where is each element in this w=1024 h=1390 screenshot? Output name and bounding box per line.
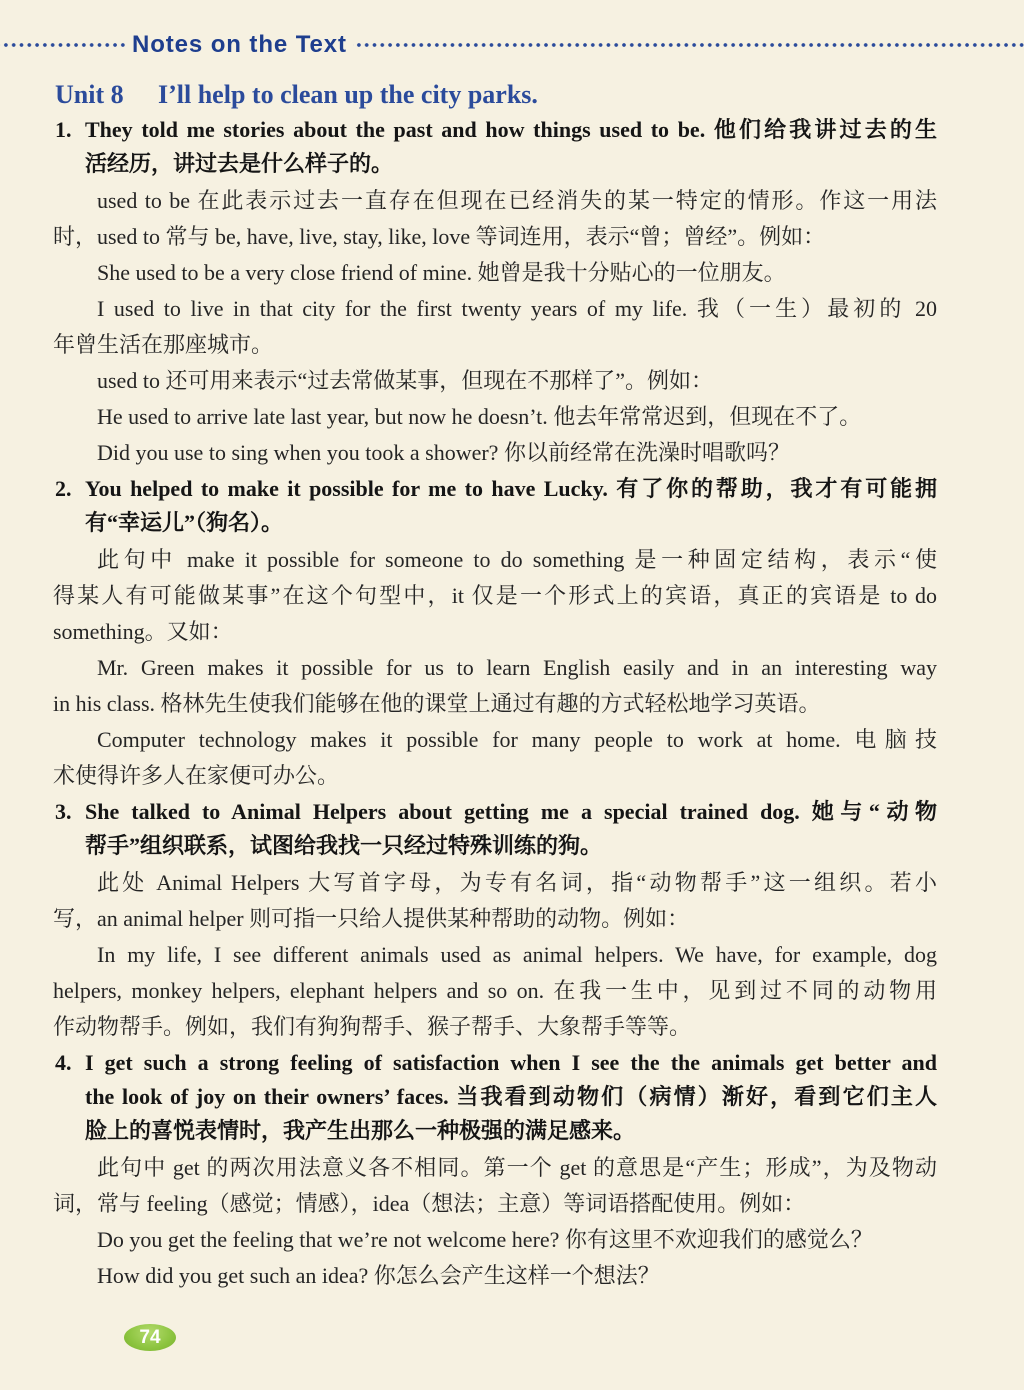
paragraph-line: 此句中 get 的两次用法意义各不相同。第一个 get 的意思是“产生；形成”，为及物动: [97, 1155, 937, 1180]
paragraph-line: She used to be a very close friend of mine. 她曾是我十分贴心的一位朋友。: [97, 260, 786, 285]
paragraph-line: He used to arrive late last year, but now he doesn’t. 他去年常常迟到，但现在不了。: [97, 404, 862, 429]
paragraph-line: helpers, monkey helpers, elephant helpers and so on. 在我一生中，见到过不同的动物用: [53, 978, 937, 1003]
explanation-paragraph: [53, 865, 937, 937]
paragraph-line: 时，used to 常与 be, have, live, stay, like, love 等词连用，表示“曾；曾经”。例如：: [53, 224, 826, 249]
example-sentence: [53, 255, 937, 291]
paragraph-line: used to 还可用来表示“过去常做某事，但现在不那样了”。例如：: [97, 368, 713, 393]
unit-heading: [55, 78, 538, 112]
note-item: [53, 472, 937, 794]
paragraph-line: in his class. 格林先生使我们能够在他的课堂上通过有趣的方式轻松地学习英语。: [53, 691, 821, 716]
paragraph-line: 此处 Animal Helpers 大写首字母，为专有名词，指“动物帮手”这一组织。若小: [97, 870, 937, 895]
paragraph-line: Did you use to sing when you took a shower? 你以前经常在洗澡时唱歌吗？: [97, 440, 790, 465]
example-sentence: [53, 650, 937, 722]
example-sentence: [53, 722, 937, 794]
note-heading: [53, 113, 937, 181]
paragraph-line: Computer technology makes it possible for many people to work at home. 电脑技: [97, 727, 937, 752]
note-item: [53, 113, 937, 471]
paragraph-line: something。又如：: [53, 619, 233, 644]
paragraph-line: 得某人有可能做某事”在这个句型中，it 仅是一个形式上的宾语，真正的宾语是 to do: [53, 583, 937, 608]
heading-line: They told me stories about the past and how things used to be. 他们给我讲过去的生: [85, 117, 937, 142]
note-item: [53, 1046, 937, 1294]
heading-line: She talked to Animal Helpers about getting me a special trained dog. 她与“动物: [85, 799, 937, 824]
unit-label: Unit 8: [55, 80, 124, 109]
paragraph-line: 年曾生活在那座城市。: [53, 332, 274, 357]
note-number: 4.: [55, 1050, 72, 1075]
example-sentence: [53, 399, 937, 435]
heading-line: You helped to make it possible for me to have Lucky. 有了你的帮助，我才有可能拥: [85, 476, 937, 501]
explanation-paragraph: [53, 1150, 937, 1222]
paragraph-line: used to be 在此表示过去一直存在但现在已经消失的某一特定的情形。作这一用法: [97, 188, 937, 213]
paragraph-line: 此句中 make it possible for someone to do something 是一种固定结构，表示“使: [97, 547, 937, 572]
example-sentence: [53, 937, 937, 1045]
explanation-paragraph: [53, 183, 937, 255]
paragraph-line: 词，常与 feeling（感觉；情感），idea（想法；主意）等词语搭配使用。例如：: [53, 1191, 806, 1216]
dotted-rule-left: [0, 41, 128, 49]
paragraph-line: 术使得许多人在家便可办公。: [53, 763, 340, 788]
note-heading: [53, 1046, 937, 1148]
heading-line: the look of joy on their owners’ faces. 当我看到动物们（病情）渐好，看到它们主人: [85, 1084, 937, 1109]
note-item: [53, 795, 937, 1045]
example-sentence: [53, 1222, 937, 1258]
heading-line: 脸上的喜悦表情时，我产生出那么一种极强的满足感来。: [85, 1118, 636, 1143]
note-number: 1.: [55, 117, 72, 142]
explanation-paragraph: [53, 542, 937, 650]
note-heading: [53, 472, 937, 540]
paragraph-line: 写，an animal helper 则可指一只给人提供某种帮助的动物。例如：: [53, 906, 690, 931]
paragraph-line: Mr. Green makes it possible for us to learn English easily and in an interesting way: [97, 655, 937, 680]
note-heading: [53, 795, 937, 863]
heading-line: I get such a strong feeling of satisfaction when I see the the animals get better and: [85, 1050, 937, 1075]
example-sentence: [53, 435, 937, 471]
example-sentence: [53, 1258, 937, 1294]
explanation-paragraph: [53, 363, 937, 399]
dotted-rule-right: [353, 41, 1024, 49]
unit-title: I’ll help to clean up the city parks.: [158, 80, 538, 109]
notes-header: [0, 32, 1024, 58]
paragraph-line: In my life, I see different animals used as animal helpers. We have, for example, dog: [97, 942, 937, 967]
note-number: 3.: [55, 799, 72, 824]
heading-line: 有“幸运儿”（狗名）。: [85, 510, 284, 535]
example-sentence: [53, 291, 937, 363]
paragraph-line: I used to live in that city for the first twenty years of my life. 我（一生）最初的 20: [97, 296, 937, 321]
section-title: Notes on the Text: [132, 31, 347, 58]
paragraph-line: Do you get the feeling that we’re not welcome here? 你有这里不欢迎我们的感觉么？: [97, 1227, 873, 1252]
page-number-badge: 74: [124, 1324, 176, 1351]
paragraph-line: 作动物帮手。例如，我们有狗狗帮手、猴子帮手、大象帮手等等。: [53, 1014, 692, 1039]
paragraph-line: How did you get such an idea? 你怎么会产生这样一个想法？: [97, 1263, 660, 1288]
heading-line: 帮手”组织联系，试图给我找一只经过特殊训练的狗。: [85, 833, 603, 858]
note-number: 2.: [55, 476, 72, 501]
notes-list: [53, 112, 937, 1294]
heading-line: 活经历，讲过去是什么样子的。: [85, 151, 394, 176]
